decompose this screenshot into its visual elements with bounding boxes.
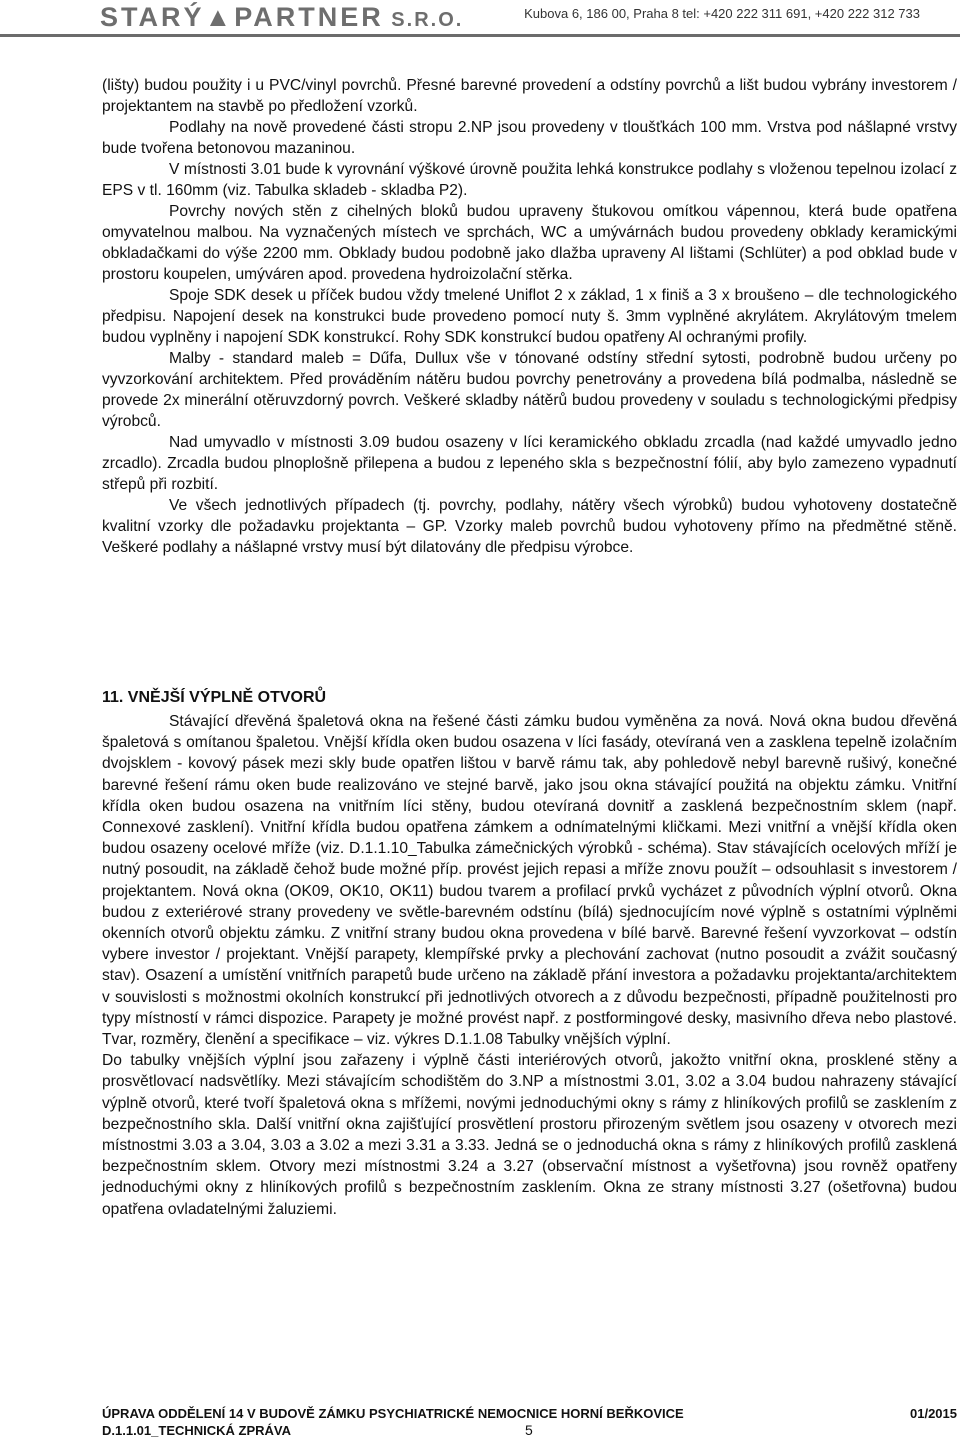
paragraph: Ve všech jednotlivých případech (tj. povrchy, podlahy, nátěry všech výrobků) budou vyhotoveny dostatečně kvalitní vzorky dle požadavku projektanta – GP. Vzorky maleb povrchů budou vyhotoveny přímo na předmětné stěně. Veškeré podlahy a nášlapné vrstvy musí být dilatovány dle předpisu výrobce. — [102, 497, 957, 556]
paragraph: Stávající dřevěná špaletová okna na řešené části zámku budou vyměněna za nová. Nová okna budou dřevěná špaletová s omítanou špaletou. Vnější křídla oken budou osazena v líci fasády, otevíraná ven a zasklena tepelně izolačním dvojsklem - kovový pásek mezi skly bude opatřen lištou v barvě rámu tak, aby pohledově nebyl barevně rušivý, konečné barevné řešení rámu oken bude realizováno ve stejné barvě, jako jsou okna stávající použitá na objektu zámku. Vnitřní křídla oken budou osazena na vnitřním líci stěny, budou otevíraná dovnitř a zasklená bezpečnostním sklem (např. Connexové zasklení). Vnitřní křídla budou opatřena zámkem a odnímatelnými kličkami. Mezi vnitřní a vnější křídla oken budou osazeny ocelové mříže (viz. D.1.1.10_Tabulka zámečnických výrobků - schéma). Stav stávajících ocelových mříží je nutný posoudit, na základě čehož bude možné příp. provést jejich repasi a mříže znovu použít – odsouhlasit s investorem / projektantem. Nová okna (OK09, OK10, OK11) budou tvarem a profilací prvků vycházet z původních výplní otvorů. Okna budou z exteriérové strany provedeny ve světle-barevném odstínu (bílá) sjednocujícím nové výplně s ostatními výplněmi okenních otvorů objektu zámku. Z vnitřní strany budou okna provedena v bílé barvě. Barevné řešení vyvzorkovat – odstín vybere investor / projektant. Vnější parapety, klempířské prvky a plechování zachovat (nutno posoudit a zvážit současný stav). Osazení a umístění vnitřních parapetů bude určeno na základě přání investora a požadavku projektanta/architektem v souvislosti s možnostmi okolních konstrukcí při jednotlivých otvorech a z důvodu bezpečnosti, případně použitelnosti pro typy místností v rámci dispozice. Parapety je možné provést např. z postformingové desky, masivního dřeva nebo plastové. Tvar, rozměry, členění a specifikace – viz. výkres D.1.1.08 Tabulky vnějších výplní. — [102, 713, 957, 1049]
paragraph: Nad umyvadlo v místnosti 3.09 budou osazeny v líci keramického obkladu zrcadla (nad každé umyvadlo jedno zrcadlo). Zrcadla budou plnoplošně přilepena a budou z lepeného skla s bezpečnostní fólií, aby bylo zamezeno vypadnutí střepů při rozbití. — [102, 434, 957, 493]
page-header — [0, 0, 960, 37]
footer-title: ÚPRAVA ODDĚLENÍ 14 V BUDOVĚ ZÁMKU PSYCHIATRICKÉ NEMOCNICE HORNÍ BEŘKOVICE — [102, 1406, 684, 1421]
logo-suffix: S.R.O. — [383, 9, 464, 31]
paragraph: Povrchy nových stěn z cihelných bloků budou upraveny štukovou omítkou vápennou, která bude opatřena omyvatelnou malbou. Na vyznačených místech ve sprchách, WC a umývárnách budou provedeny obklady keramickými obkladačkami do výše 2200 mm. Obklady budou podobně jako dlažba upraveny Al lištami (Schlüter) a pod obklad bude v prostoru koupelen, umýváren apod. provedena hydroizolační stěrka. — [102, 203, 957, 283]
footer-doc: D.1.1.01_TECHNICKÁ ZPRÁVA — [102, 1423, 292, 1438]
section-11-body — [102, 711, 957, 1220]
paragraph: Malby - standard maleb = Dűfa, Dullux vše v tónované odstíny střední sytosti, podrobně budou určeny po vyvzorkování architektem. Před prováděním nátěru budou povrchy penetrovány a provedena bílá podmalba, následně se provede 2x minerální otěruvzdorný povrch. Veškeré skladby nátěrů budou provedeny v souladu s technologickými předpisy výrobců. — [102, 350, 957, 430]
section-continuation — [102, 75, 957, 558]
page-footer — [102, 1405, 957, 1439]
footer-date: 01/2015 — [910, 1406, 957, 1421]
paragraph: Podlahy na nově provedené části stropu 2.NP jsou provedeny v tloušťkách 100 mm. Vrstva pod nášlapné vrstvy bude tvořena betonovou mazaninou. — [102, 119, 957, 157]
company-logo — [100, 2, 463, 32]
page-number: 5 — [525, 1422, 533, 1438]
paragraph: Do tabulky vnějších výplní jsou zařazeny i výplně části interiérových otvorů, jakožto vnitřní okna, prosklené stěny a prosvětlovací nadsvětlíky. Mezi stávajícím schodištěm do 3.NP a místnostmi 3.01, 3.02 a 3.04 budou nahrazeny stávající výplně otvorů, které tvoří špaletová okna s mřížemi, novými jednoduchými okny s rámy z hliníkových profilů se zasklením z bezpečnostního skla. Další vnitřní okna zajišťující prosvětlení prostoru přirozeným světlem jsou osazeny v otvorech mezi místnostmi 3.03 a 3.04, 3.03 a 3.02 a mezi 3.31 a 3.33. Jedná se o jednoduchá okna s rámy z hliníkových profilů zasklená bezpečnostním sklem. Otvory mezi místnostmi 3.24 a 3.27 (observační místnost a vyšetřovna) jsou rovněž opatřeny jednoduchými okny z hliníkových profilů s bezpečnostním zasklením. Okna ze strany místnosti 3.27 (ošetřovna) budou opatřena ovladatelnými žaluziemi. — [102, 1052, 957, 1218]
paragraph: Spoje SDK desek u příček budou vždy tmelené Uniflot 2 x základ, 1 x finiš a 3 x broušeno – dle technologického předpisu. Napojení desek na konstrukci bude provedeno pomocí nuty š. 3mm vyplněné akrylátem. Akrylátovým tmelem budou vyplněny i napojení SDK konstrukcí. Rohy SDK konstrukcí budou opatřeny Al ochranými profily. — [102, 287, 957, 346]
section-heading: 11. VNĚJŠÍ VÝPLNĚ OTVORŮ — [102, 689, 327, 706]
logo-text: STARÝ▲PARTNER — [100, 2, 384, 32]
paragraph: (lišty) budou použity i u PVC/vinyl povrchů. Přesné barevné provedení a odstíny povrchů a lišt budou vybrány investorem / projektantem na stavbě po předložení vzorků. — [102, 77, 957, 115]
paragraph: V místnosti 3.01 bude k vyrovnání výškové úrovně použita lehká konstrukce podlahy s vloženou tepelnou izolací z EPS v tl. 160mm (viz. Tabulka skladeb - skladba P2). — [102, 161, 957, 199]
company-contact: Kubova 6, 186 00, Praha 8 tel: +420 222 311 691, +420 222 312 733 — [524, 6, 920, 21]
